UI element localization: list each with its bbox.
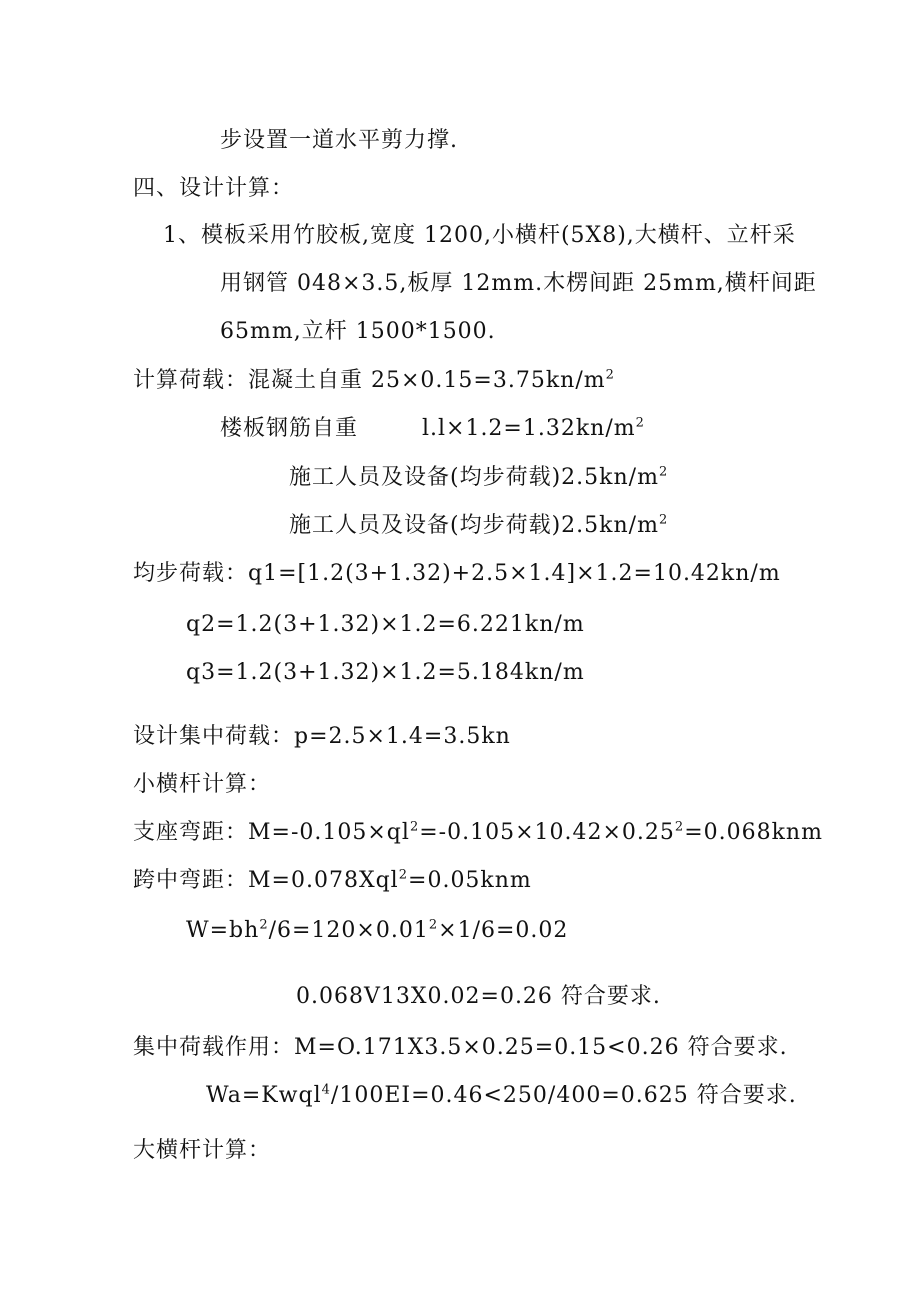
text-line: 集中荷载作用：M=O.171X3.5×0.25=0.15<0.26 符合要求. [133, 1035, 788, 1060]
text-line: q3=1.2(3+1.32)×1.2=5.184kn/m [186, 660, 585, 685]
text-line: 设计集中荷载：p=2.5×1.4=3.5kn [133, 724, 511, 749]
text-line: 0.068V13X0.02=0.26 符合要求. [296, 984, 661, 1009]
section-heading: 大横杆计算： [133, 1138, 272, 1163]
text-line: 施工人员及设备(均步荷载)$2.5kn/m^2$ [289, 512, 669, 538]
text-line: 65mm,立杆 1500*1500. [220, 319, 496, 344]
text-line: Wa=Kwql$^4$/100EI=0.46<250/400=0.625 符合要求. [206, 1082, 797, 1108]
text-line: 楼板钢筋自重 $l.l\times 1.2=1.32kn/m^2$ [220, 415, 645, 441]
text-line: 均步荷载：q1=[1.2(3+1.32)+2.5×1.4]×1.2=10.42kn/m [133, 561, 781, 586]
text-line: 计算荷载：混凝土自重 $25\times 0.15=3.75kn/m^2$ [133, 367, 615, 393]
text-line: 施工人员及设备(均步荷载)$2.5kn/m^2$ [289, 464, 669, 490]
text-line: 支座弯距：$M=-0.105\times ql^2=-0.105\times 10.42\times 0.25^2=0.068knm$ [133, 819, 823, 845]
text-line: $W=bh^2/6=120\times 0.01^2\times 1/6=0.02$ [186, 917, 569, 943]
section-heading: 四、设计计算： [133, 176, 295, 201]
text-line: 步设置一道水平剪力撑. [220, 128, 458, 153]
text-line: 用钢管 048×3.5,板厚 12mm.木楞间距 25mm,横杆间距 [220, 271, 817, 296]
section-heading: 小横杆计算： [133, 772, 272, 797]
text-line: 1、模板采用竹胶板,宽度 1200,小横杆(5X8),大横杆、立杆采 [163, 223, 796, 248]
text-line: q2=1.2(3+1.32)×1.2=6.221kn/m [186, 612, 585, 637]
text-line: 跨中弯距：M=0.078Xql$^2$=0.05knm [133, 867, 532, 893]
